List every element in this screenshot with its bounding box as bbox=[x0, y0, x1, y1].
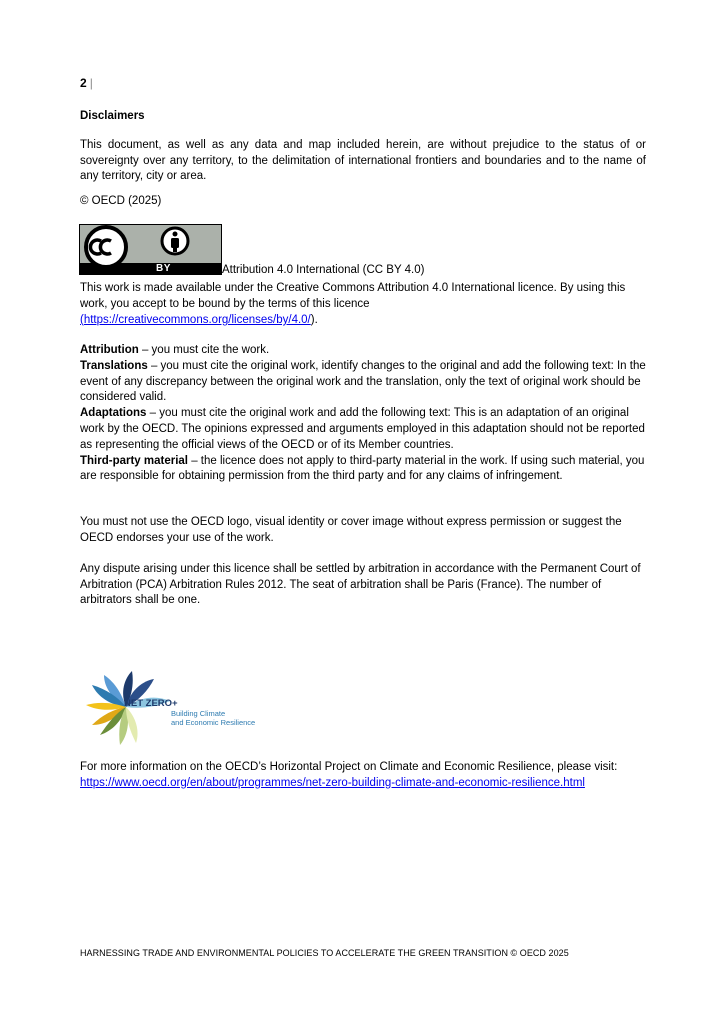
net-zero-logo bbox=[84, 662, 260, 748]
disclaimers-heading: Disclaimers bbox=[80, 110, 145, 122]
more-info-text: For more information on the OECD’s Horizontal Project on Climate and Economic Resilience, please visit: bbox=[80, 761, 618, 773]
term-text: – you must cite the original work and add the following text: This is an adaptation of an original work by the OECD. The opinions expressed and arguments employed in this adaptation should not be reported as representing the official views of the OECD or of its Member countries. bbox=[80, 407, 645, 451]
term-third-party bbox=[80, 454, 646, 486]
license-url-close: ). bbox=[310, 314, 318, 326]
cc-by-badge bbox=[79, 224, 222, 275]
cc-by-badge-icon bbox=[79, 224, 222, 275]
page-number-value: 2 bbox=[80, 76, 87, 90]
page-footer: HARNESSING TRADE AND ENVIRONMENTAL POLICIES TO ACCELERATE THE GREEN TRANSITION © OECD 2025 bbox=[80, 948, 569, 958]
net-zero-title: NET ZERO+ bbox=[124, 698, 178, 709]
copyright-notice: © OECD (2025) bbox=[80, 195, 162, 207]
license-intro bbox=[80, 280, 646, 328]
logo-usage-notice: You must not use the OECD logo, visual identity or cover image without express permission or suggest the OECD endorses your use of the work. bbox=[80, 516, 622, 544]
net-zero-subtitle-line2: and Economic Resilience bbox=[171, 717, 256, 727]
more-info-link[interactable]: https://www.oecd.org/en/about/programmes/net-zero-building-climate-and-economic-resilience.html bbox=[80, 776, 585, 789]
term-label: Third-party material bbox=[80, 454, 188, 467]
term-label: Adaptations bbox=[80, 407, 147, 420]
term-label: Translations bbox=[80, 359, 148, 372]
term-adaptations bbox=[80, 406, 646, 453]
page-number-separator: | bbox=[89, 76, 93, 90]
license-url-link[interactable]: https://creativecommons.org/licenses/by/4.0/ bbox=[83, 314, 311, 326]
term-text: – you must cite the work. bbox=[138, 344, 270, 356]
term-translations bbox=[80, 359, 646, 406]
net-zero-subtitle-line1: Building Climate bbox=[171, 709, 226, 718]
cc-by-label: BY bbox=[156, 263, 171, 274]
dispute-notice: Any dispute arising under this licence shall be settled by arbitration in accordance with the Permanent Court of Arbitration (PCA) Arbitration Rules 2012. The seat of arbitration shall be Paris (France). The number of arbitrators shall be one. bbox=[80, 563, 641, 606]
net-zero-subtitle bbox=[171, 710, 255, 727]
term-text: – the licence does not apply to third-party material in the work. If using such material, you are responsible for obtaining permission from the third party and for any claims of infringement. bbox=[80, 454, 645, 483]
license-url-open: ( bbox=[80, 314, 84, 326]
cc-license-caption: Attribution 4.0 International (CC BY 4.0) bbox=[222, 264, 425, 276]
page-number bbox=[80, 76, 93, 90]
license-terms bbox=[80, 343, 646, 485]
term-attribution bbox=[80, 343, 646, 359]
disclaimers-text: This document, as well as any data and map included herein, are without prejudice to the status of or sovereignty over any territory, to the delimitation of international frontiers and boundaries and to the name of any territory, city or area. bbox=[80, 139, 646, 182]
more-info bbox=[80, 760, 650, 791]
term-text: – you must cite the original work, identify changes to the original and add the following text: In the event of any discrepancy between the original work and the translation, only the text of original work should be considered valid. bbox=[80, 359, 646, 404]
term-label: Attribution bbox=[80, 344, 139, 356]
license-intro-text: This work is made available under the Creative Commons Attribution 4.0 International licence. By using this work, you accept to be bound by the terms of this licence bbox=[80, 282, 626, 310]
